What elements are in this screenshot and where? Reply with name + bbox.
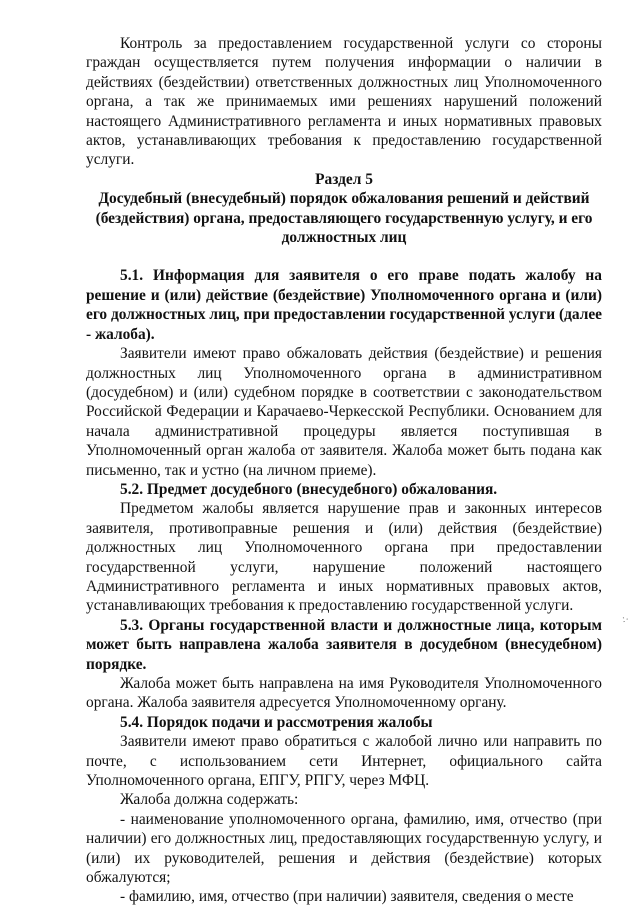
spacer xyxy=(86,247,602,266)
section-number: Раздел 5 xyxy=(315,170,373,188)
heading-5-3: 5.3. Органы государственной власти и должностные лица, которым может быть направлена жалоба заявителя в досудебном (внесудебном) порядке. xyxy=(86,616,602,673)
heading-5-1: 5.1. Информация для заявителя о его праве подать жалобу на решение и (или) действие (бездействие) Уполномоченного органа и (или) его должностных лиц, при предоставлении государственной услуги (далее - жалоба). xyxy=(86,267,602,343)
heading-5-2: 5.2. Предмет досудебного (внесудебного) обжалования. xyxy=(120,480,498,498)
list-item-2: - фамилию, имя, отчество (при наличии) заявителя, сведения о месте xyxy=(120,888,574,906)
margin-mark: ∴ xyxy=(619,615,631,624)
paragraph-5-1: Заявители имеют право обжаловать действия (бездействие) и решения должностных лиц Уполномоченного органа в административном (досудебном) и (или) судебном порядке в соответствии с законодательством Российской Федерации и Карачаево-Черкесской Республики. Основанием для начала административной процедуры является поступившая в Уполномоченный орган жалоба от заявителя. Жалоба может быть подана как письменно, так и устно (на личном приеме). xyxy=(86,345,602,479)
section-title-line-1: Досудебный (внесудебный) порядок обжалования решений и действий xyxy=(98,190,590,208)
paragraph-5-4-a: Заявители имеют право обратиться с жалобой лично или направить по почте, с использованием сети Интернет, официального сайта Уполномоченного органа, ЕПГУ, РПГУ, через МФЦ. xyxy=(86,733,602,790)
section-title-line-3: должностных лиц xyxy=(281,229,407,247)
list-item-1: - наименование уполномоченного органа, фамилию, имя, отчество (при наличии) его должностных лиц, предоставляющих государственную услугу, и (или) их руководителей, решения и действия (бездействие) которых обжалуются; xyxy=(86,810,602,887)
heading-5-4: 5.4. Порядок подачи и рассмотрения жалобы xyxy=(120,713,433,731)
section-title-line-2: (бездействия) органа, предоставляющего государственную услугу, и его xyxy=(95,209,593,227)
paragraph-5-4-b: Жалоба должна содержать: xyxy=(120,791,299,809)
paragraph-5-3: Жалоба может быть направлена на имя Руководителя Уполномоченного органа. Жалоба заявителя адресуется Уполномоченному органу. xyxy=(86,675,602,712)
paragraph-5-2: Предметом жалобы является нарушение прав и законных интересов заявителя, противоправные решения и (или) действия (бездействие) должностных лиц Уполномоченного органа при предоставлении государственной услуги, нарушение положений настоящего Административного регламента и иных нормативных правовых актов, устанавливающих требования к предоставлению государственной услуги. xyxy=(86,500,602,615)
document-page xyxy=(86,34,602,907)
paragraph-control: Контроль за предоставлением государственной услуги со стороны граждан осуществляется путем получения информации о наличии в действиях (бездействии) ответственных должностных лиц Уполномоченного органа, а так же принимаемых ими решениях нарушений положений настоящего Административного регламента и иных нормативных правовых актов, устанавливающих требования к предоставлению государственной услуги. xyxy=(86,35,602,169)
